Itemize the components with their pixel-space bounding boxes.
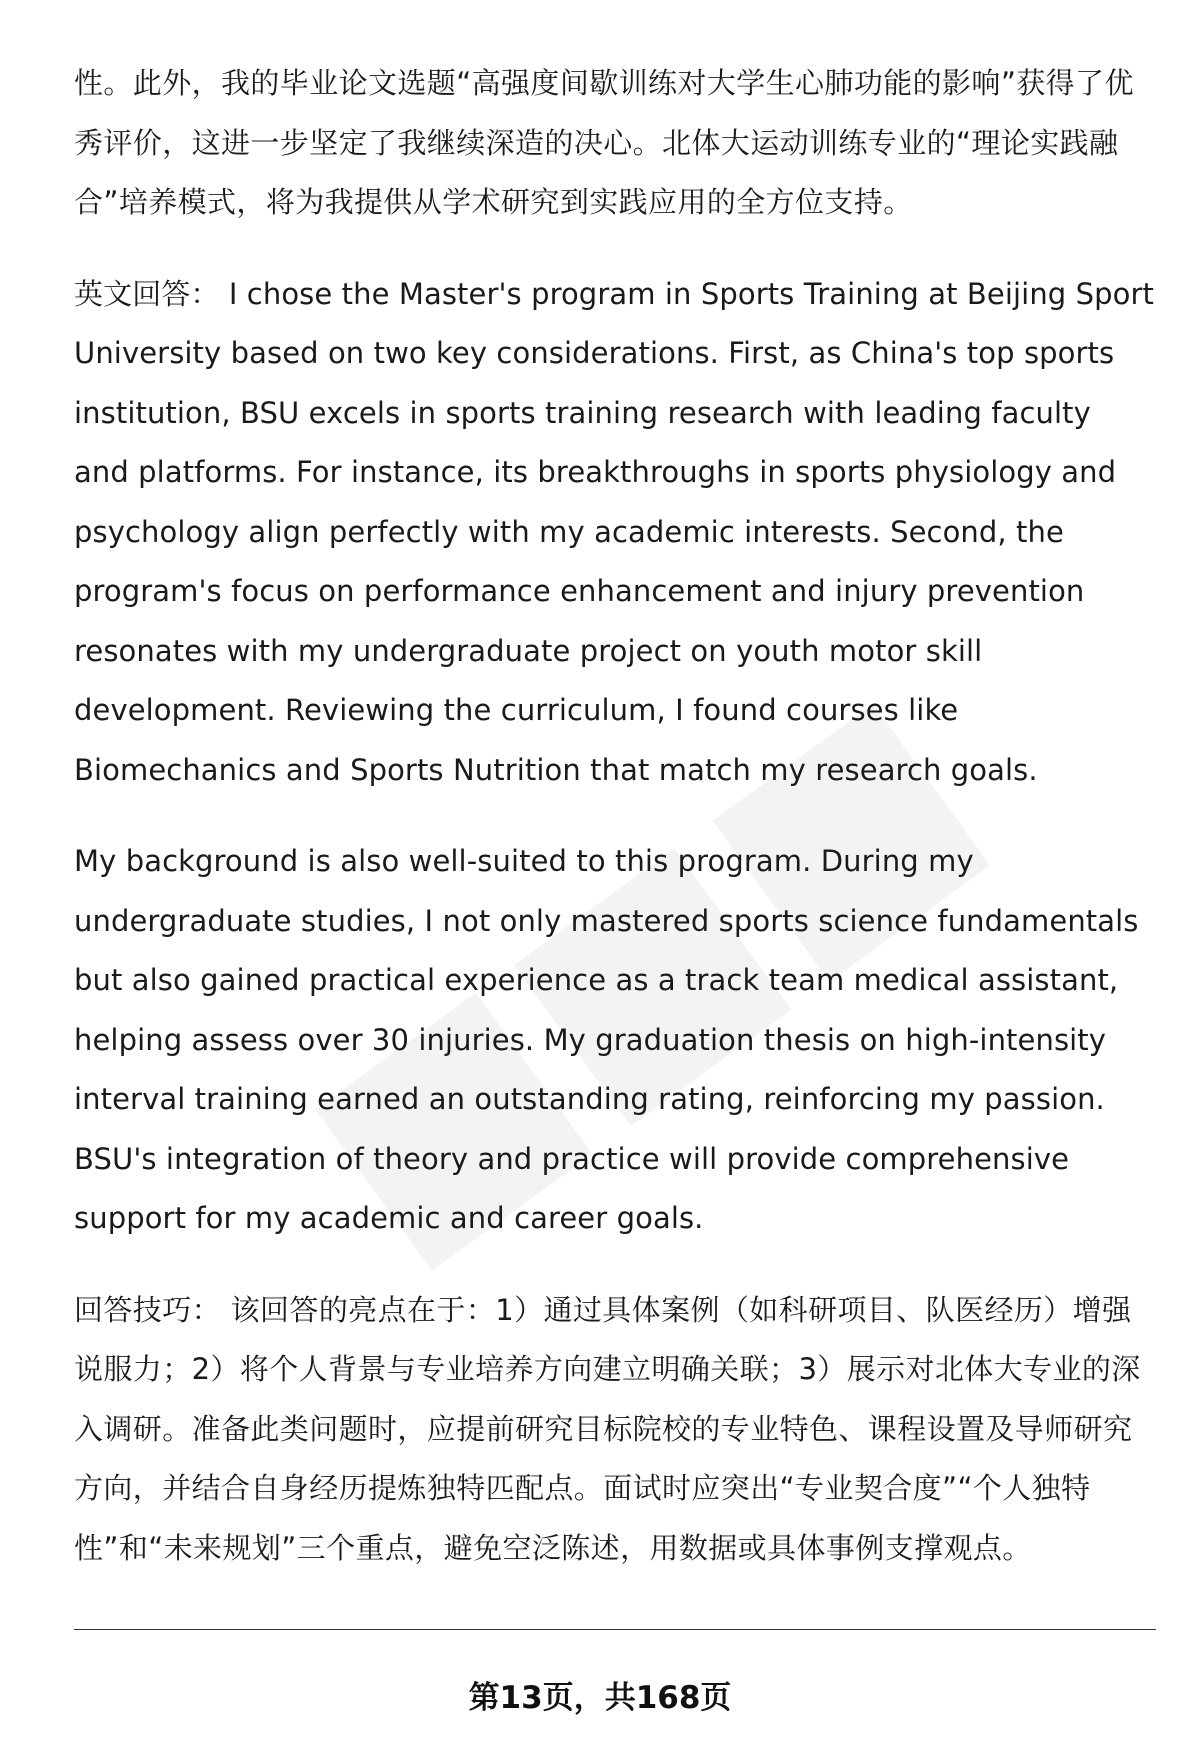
paragraph-english-background: My background is also well-suited to this program. During my undergraduate studies, I not only mastered sports science fundamentals but also gained practical experience as a track team medical assistant, helping assess over 30 injuries. My graduation thesis on high-intensity interval training earned an outstanding rating, reinforcing my passion. BSU's integration of theory and practice will provide comprehensive support for my academic and career goals.: [74, 844, 1139, 1235]
page-number: 第13页，共168页: [468, 1680, 732, 1716]
document-body: [74, 54, 1154, 1610]
footer-divider: [74, 1629, 1156, 1630]
paragraph-chinese-intro: 性。此外，我的毕业论文选题“高强度间歇训练对大学生心肺功能的影响”获得了优秀评价，这进一步坚定了我继续深造的决心。北体大运动训练专业的“理论实践融合”培养模式，将为我提供从学术研究到实践应用的全方位支持。: [74, 66, 1134, 219]
paragraph-english-answer: 英文回答： I chose the Master's program in Sports Training at Beijing Sport University based on two key considerations. First, as China's top sports institution, BSU excels in sports training research with leading faculty and platforms. For instance, its breakthroughs in sports physiology and psychology align perfectly with my academic interests. Second, the program's focus on performance enhancement and injury prevention resonates with my undergraduate project on youth motor skill development. Reviewing the curriculum, I found courses like Biomechanics and Sports Nutrition that match my research goals.: [74, 276, 1154, 787]
paragraph-answer-tips: 回答技巧： 该回答的亮点在于：1）通过具体案例（如科研项目、队医经历）增强说服力；2）将个人背景与专业培养方向建立明确关联；3）展示对北体大专业的深入调研。准备此类问题时，应提前研究目标院校的专业特色、课程设置及导师研究方向，并结合自身经历提炼独特匹配点。面试时应突出“专业契合度”“个人独特性”和“未来规划”三个重点，避免空泛陈述，用数据或具体事例支撑观点。: [74, 1292, 1141, 1565]
